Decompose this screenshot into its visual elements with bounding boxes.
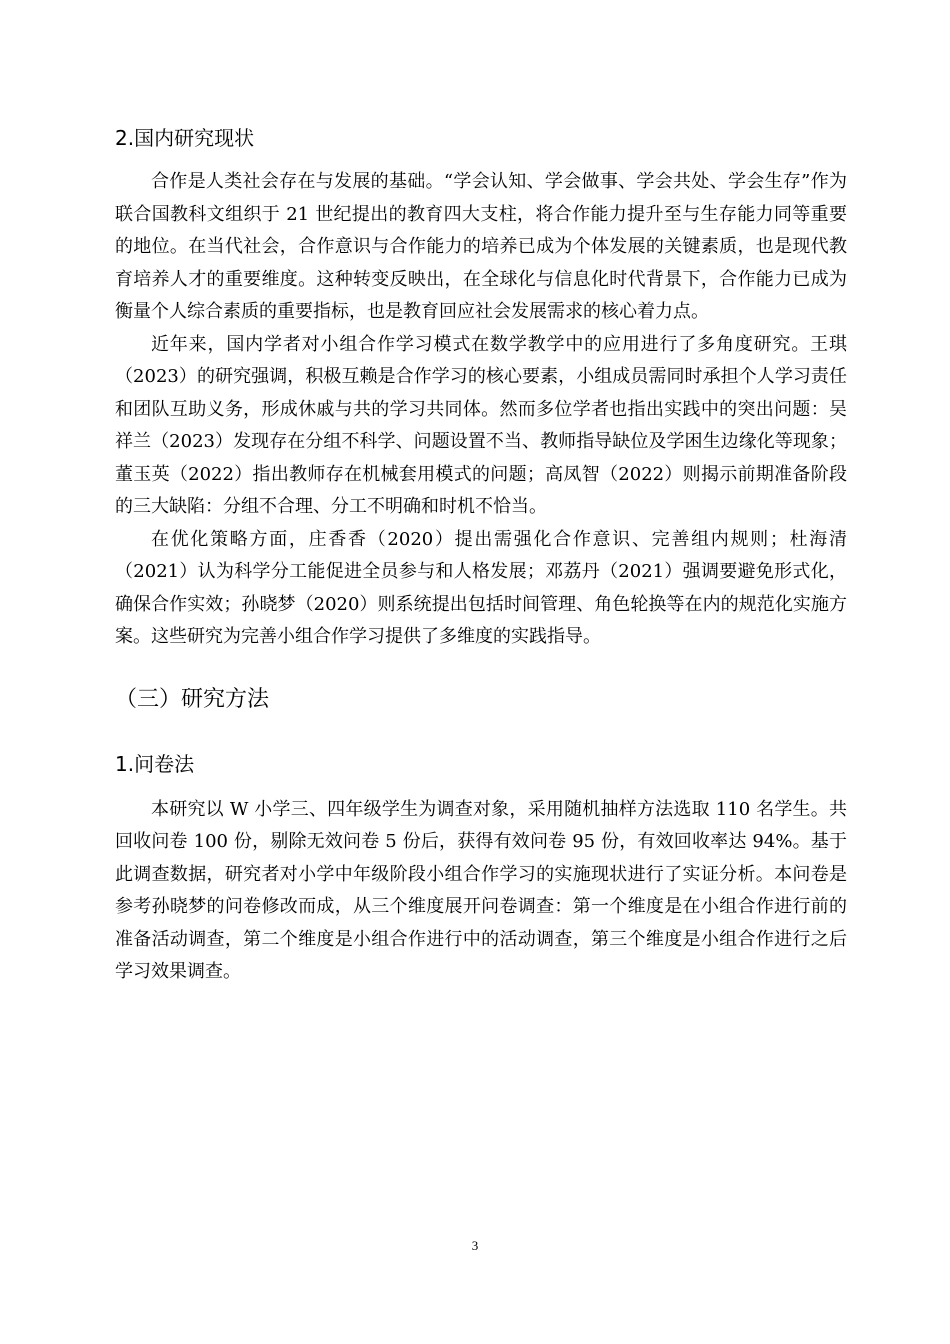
paragraph-optimization-strategies: 在优化策略方面，庄香香（2020）提出需强化合作意识、完善组内规则；杜海清（2021）认为科学分工能促进全员参与和人格发展；邓荔丹（2021）强调要避免形式化，确保合作实效；孙晓梦（2020）则系统提出包括时间管理、角色轮换等在内的规范化实施方案。这些研究为完善小组合作学习提供了多维度的实践指导。 bbox=[115, 528, 847, 647]
paragraph-domestic-scholars: 近年来，国内学者对小组合作学习模式在数学教学中的应用进行了多角度研究。王琪（2023）的研究强调，积极互赖是合作学习的核心要素，小组成员需同时承担个人学习责任和团队互助义务，形成休戚与共的学习共同体。然而多位学者也指出实践中的突出问题：吴祥兰（2023）发现存在分组不科学、问题设置不当、教师指导缺位及学困生边缘化等现象；董玉英（2022）指出教师存在机械套用模式的问题；高凤智（2022）则揭示前期准备阶段的三大缺陷：分组不合理、分工不明确和时机不恰当。 bbox=[115, 333, 847, 517]
heading-research-methods: （三）研究方法 bbox=[115, 686, 270, 712]
page-content bbox=[115, 118, 847, 989]
heading-questionnaire-method: 1.问卷法 bbox=[115, 751, 195, 776]
page-number: 3 bbox=[471, 1238, 479, 1253]
paragraph-questionnaire: 本研究以 W 小学三、四年级学生为调查对象，采用随机抽样方法选取 110 名学生。共回收问卷 100 份，剔除无效问卷 5 份后，获得有效问卷 95 份，有效回收率达 94%。基于此调查数据，研究者对小学中年级阶段小组合作学习的实施现状进行了实证分析。本问卷是参考孙晓梦的问卷修改而成，从三个维度展开问卷调查：第一个维度是在小组合作进行前的准备活动调查，第二个维度是小组合作进行中的活动调查，第三个维度是小组合作进行之后学习效果调查。 bbox=[115, 798, 847, 982]
heading-domestic-research: 2.国内研究现状 bbox=[115, 126, 255, 150]
paragraph-cooperation-foundation: 合作是人类社会存在与发展的基础。“学会认知、学会做事、学会共处、学会生存”作为联合国教科文组织于 21 世纪提出的教育四大支柱，将合作能力提升至与生存能力同等重要的地位。在当代社会，合作意识与合作能力的培养已成为个体发展的关键素质，也是现代教育培养人才的重要维度。这种转变反映出，在全球化与信息化时代背景下，合作能力已成为衡量个人综合素质的重要指标，也是教育回应社会发展需求的核心着力点。 bbox=[115, 171, 847, 322]
